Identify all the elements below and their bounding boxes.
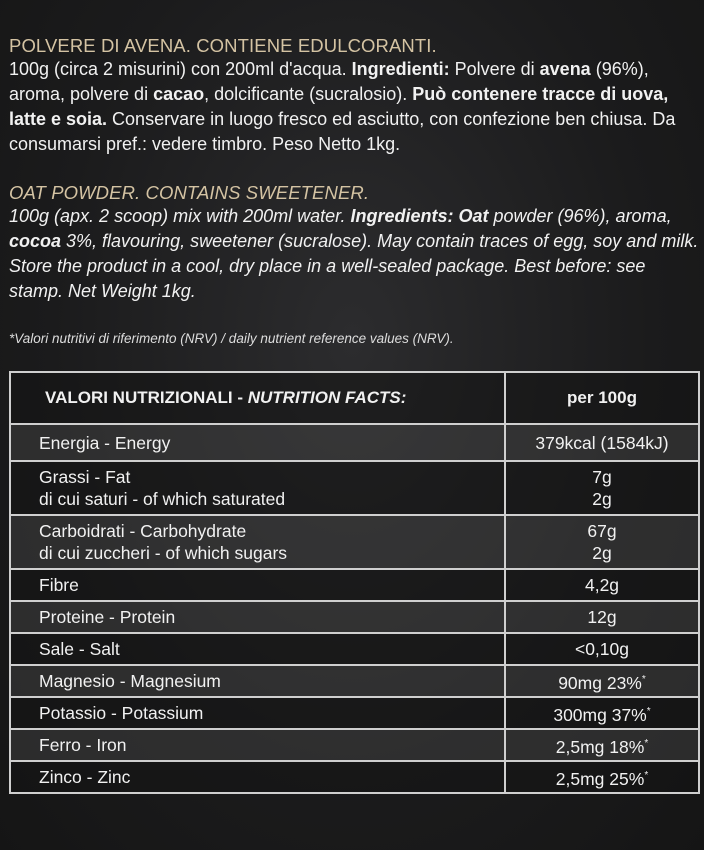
- nrv-asterisk: *: [641, 673, 646, 685]
- nutrient-value: 379kcal (1584kJ): [505, 424, 699, 461]
- table-header: [10, 372, 699, 424]
- nutrient-value: [505, 729, 699, 761]
- table-row: [10, 697, 699, 729]
- italian-section: [9, 35, 699, 157]
- nutrient-value: 4,2g: [505, 569, 699, 601]
- bold-text: cacao: [153, 84, 205, 104]
- table-row: [10, 569, 699, 601]
- nrv-asterisk: *: [644, 737, 649, 749]
- italian-heading: POLVERE DI AVENA. CONTIENE EDULCORANTI.: [9, 35, 437, 56]
- text: (96%), aroma, polvere di: [9, 59, 649, 104]
- sub-label: di cui zuccheri - of which sugars: [39, 543, 288, 563]
- header-en: NUTRITION FACTS:: [247, 388, 407, 407]
- header-value: per 100g: [505, 372, 699, 424]
- table-row: [10, 424, 699, 461]
- bold-text: Può contenere tracce di uova, latte e soia.: [9, 84, 669, 129]
- value: 67g: [587, 521, 617, 541]
- value: 2,5mg 18%: [555, 736, 645, 757]
- text: , dolcificante (sucralosio).: [204, 84, 413, 104]
- table-row: [10, 665, 699, 697]
- english-text: [9, 204, 699, 304]
- bold-text: Ingredienti:: [351, 59, 450, 79]
- sub-value: 2g: [592, 543, 612, 563]
- nrv-note: *Valori nutritivi di riferimento (NRV) / daily nutrient reference values (NRV).: [9, 331, 454, 346]
- nutrient-value: 12g: [505, 601, 699, 633]
- value: 7g: [592, 467, 612, 487]
- table-row: [10, 461, 699, 515]
- value: 2,5mg 25%: [555, 768, 645, 789]
- nutrient-value: [505, 461, 699, 515]
- text: 100g (circa 2 misurini) con 200ml d'acqua.: [9, 59, 352, 79]
- nutrient-label: [10, 515, 505, 569]
- label: Grassi - Fat: [39, 467, 131, 487]
- table-row: [10, 601, 699, 633]
- nutrient-label: [10, 461, 505, 515]
- nutrient-label: Sale - Salt: [10, 633, 505, 665]
- nutrient-label: Proteine - Protein: [10, 601, 505, 633]
- table-row: [10, 633, 699, 665]
- nutrient-value: <0,10g: [505, 633, 699, 665]
- nutrient-label: Magnesio - Magnesium: [10, 665, 505, 697]
- nutrient-value: [505, 665, 699, 697]
- english-heading: OAT POWDER. CONTAINS SWEETENER.: [9, 182, 370, 203]
- header-label: [10, 372, 505, 424]
- nutrient-value: [505, 515, 699, 569]
- nutrient-label: Potassio - Potassium: [10, 697, 505, 729]
- value: 90mg 23%: [558, 672, 642, 693]
- bold-text: cocoa: [9, 231, 62, 251]
- nutrient-label: Energia - Energy: [10, 424, 505, 461]
- table-row: [10, 761, 699, 793]
- table-row: [10, 515, 699, 569]
- bold-text: Ingredients: Oat: [350, 206, 489, 226]
- nrv-asterisk: *: [644, 769, 649, 781]
- text: Polvere di: [449, 59, 540, 79]
- nrv-asterisk: *: [646, 705, 651, 717]
- sub-label: di cui saturi - of which saturated: [39, 489, 286, 509]
- nutrition-table: [9, 371, 700, 794]
- text: 100g (apx. 2 scoop) mix with 200ml water.: [9, 206, 351, 226]
- bold-text: avena: [539, 59, 591, 79]
- table-row: [10, 729, 699, 761]
- value: 300mg 37%: [553, 704, 647, 725]
- english-section: [9, 182, 699, 304]
- sub-value: 2g: [592, 489, 612, 509]
- nutrient-value: [505, 761, 699, 793]
- label: Carboidrati - Carbohydrate: [39, 521, 247, 541]
- nutrient-label: Zinco - Zinc: [10, 761, 505, 793]
- text: Conservare in luogo fresco ed asciutto, con confezione ben chiusa. Da consumarsi pref.: vedere timbro. Peso Netto 1kg.: [9, 109, 676, 154]
- text: 3%, flavouring, sweetener (sucralose). May contain traces of egg, soy and milk. Store the product in a cool, dry place in a well-sealed package. Best before: see stamp. Net Weight 1kg.: [9, 231, 699, 301]
- nutrient-value: [505, 697, 699, 729]
- italian-text: [9, 57, 699, 157]
- nutrient-label: Ferro - Iron: [10, 729, 505, 761]
- text: powder (96%), aroma,: [488, 206, 672, 226]
- nutrient-label: Fibre: [10, 569, 505, 601]
- header-it: VALORI NUTRIZIONALI -: [45, 388, 248, 407]
